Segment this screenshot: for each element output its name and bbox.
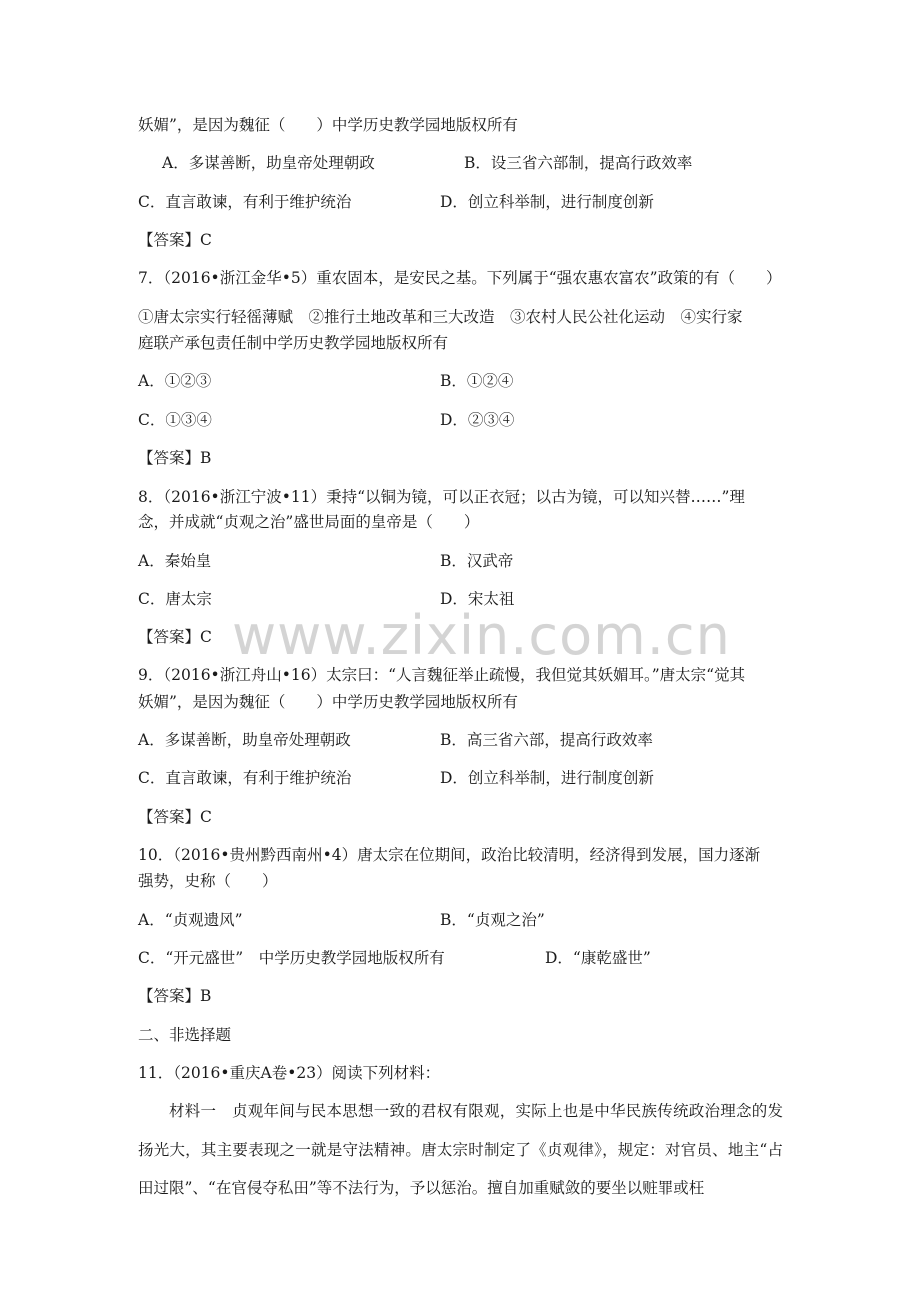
- q11-material-1: 材料一 贞观年间与民本思想一致的君权有限观，实际上也是中华民族传统政治理念的发扬光大，其主要表现之一就是守法精神。唐太宗时制定了《贞观律》，规定：对官员、地主“占田过限”、“在官侵夺私田”等不法行为，予以惩治。擅自加重赋敛的要坐以赃罪或枉: [138, 1102, 783, 1197]
- q6-option-b: B．设三省六部制，提高行政效率: [464, 154, 693, 172]
- q8-option-d: D．宋太祖: [440, 590, 515, 608]
- q9-stem-line2: 妖媚”，是因为魏征（ ）中学历史教学园地版权所有: [138, 693, 518, 711]
- q6-option-d: D．创立科举制，进行制度创新: [440, 193, 654, 211]
- q9-option-b: B．高三省六部，提高行政效率: [440, 731, 653, 749]
- q10-option-b: B．“贞观之治”: [440, 911, 545, 929]
- q9-option-c: C．直言敢谏，有利于维护统治: [138, 769, 352, 787]
- q9-answer: 【答案】C: [138, 808, 212, 826]
- watermark: www.zixin.com.cn: [232, 604, 731, 667]
- q9-option-d: D．创立科举制，进行制度创新: [440, 769, 654, 787]
- q8-option-a: A．秦始皇: [138, 552, 212, 570]
- q7-option-a: A．①②③: [138, 372, 212, 390]
- q7-items-line2: 庭联产承包责任制中学历史教学园地版权所有: [138, 334, 449, 352]
- q6-option-c: C．直言敢谏，有利于维护统治: [138, 193, 352, 211]
- q8-answer: 【答案】C: [138, 628, 212, 646]
- q7-answer: 【答案】B: [138, 449, 212, 467]
- q9-option-a: A．多谋善断，助皇帝处理朝政: [138, 731, 351, 749]
- q7-option-c: C．①③④: [138, 411, 212, 429]
- q10-option-d: D．“康乾盛世”: [545, 949, 651, 967]
- q7-items-line1: ①唐太宗实行轻徭薄赋 ②推行土地改革和三大改造 ③农村人民公社化运动 ④实行家: [138, 308, 743, 326]
- q6-answer: 【答案】C: [138, 231, 212, 249]
- q10-stem-line2: 强势，史称（ ）: [138, 872, 278, 890]
- q11-stem: 11．（2016•重庆A卷•23）阅读下列材料：: [138, 1064, 441, 1082]
- q7-option-b: B．①②④: [440, 372, 514, 390]
- section-heading: 二、非选择题: [138, 1026, 232, 1044]
- q10-option-c: C．“开元盛世” 中学历史教学园地版权所有: [138, 949, 445, 967]
- q8-option-b: B．汉武帝: [440, 552, 514, 570]
- q7-option-d: D．②③④: [440, 411, 515, 429]
- q10-answer: 【答案】B: [138, 987, 212, 1005]
- q8-stem-line1: 8．（2016•浙江宁波•11）秉持“以铜为镜，可以正衣冠；以古为镜，可以知兴替……”理: [138, 488, 745, 506]
- q8-option-c: C．唐太宗: [138, 590, 212, 608]
- q10-option-a: A．“贞观遗风”: [138, 911, 243, 929]
- q6-stem-tail: 妖媚”，是因为魏征（ ）中学历史教学园地版权所有: [138, 116, 518, 134]
- q7-stem: 7．（2016•浙江金华•5）重农固本，是安民之基。下列属于“强农惠农富农”政策的有（ ）: [138, 269, 782, 287]
- q9-stem-line1: 9．（2016•浙江舟山•16）太宗曰：“人言魏征举止疏慢，我但觉其妖媚耳。”唐太宗“觉其: [138, 666, 746, 684]
- q6-option-a: A．多谋善断，助皇帝处理朝政: [162, 154, 375, 172]
- q8-stem-line2: 念，并成就“贞观之治”盛世局面的皇帝是（ ）: [138, 513, 480, 531]
- q10-stem-line1: 10．（2016•贵州黔西南州•4）唐太宗在位期间，政治比较清明，经济得到发展，国力逐渐: [138, 846, 761, 864]
